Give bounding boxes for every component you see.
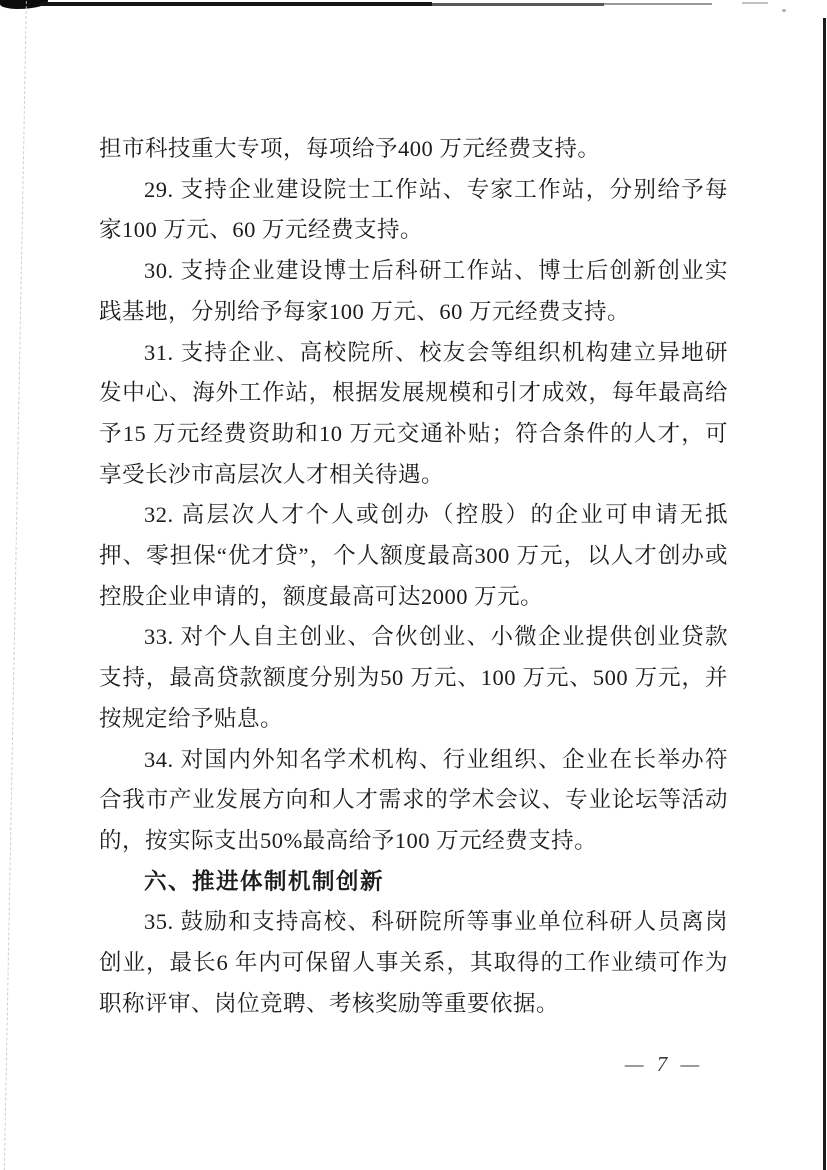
scan-artifact-right-edge: [823, 18, 826, 1170]
paragraph: 32. 高层次人才个人或创办（控股）的企业可申请无抵押、零担保“优才贷”，个人额度最高300 万元，以人才创办或控股企业申请的，额度最高可达2000 万元。: [99, 502, 728, 609]
scan-artifact-top-edge-line: [40, 2, 432, 6]
paragraph: 31. 支持企业、高校院所、校友会等组织机构建立异地研发中心、海外工作站，根据发展规模和引才成效，每年最高给予15 万元经费资助和10 万元交通补贴；符合条件的人才，可享受长沙市高层次人才相关待遇。: [99, 339, 728, 487]
paragraph: 29. 支持企业建设院士工作站、专家工作站，分别给予每家100 万元、60 万元经费支持。: [99, 176, 728, 243]
scan-artifact-top-edge-blob: [0, 0, 48, 9]
section-heading: 六、推进体制机制创新: [144, 868, 385, 894]
scan-artifact-top-speck: [742, 2, 768, 4]
scan-artifact-left-edge: [4, 0, 27, 1170]
scan-artifact-top-edge-line-light: [604, 3, 712, 5]
page-number: — 7 —: [624, 1052, 704, 1076]
paragraph: 担市科技重大专项，每项给予400 万元经费支持。: [99, 136, 601, 161]
paragraph: 30. 支持企业建设博士后科研工作站、博士后创新创业实践基地，分别给予每家100 万元、60 万元经费支持。: [99, 258, 728, 324]
document-body: [99, 129, 728, 1024]
scan-artifact-top-edge-line-faded: [432, 3, 604, 6]
paragraph: 35. 鼓励和支持高校、科研院所等事业单位科研人员离岗创业，最长6 年内可保留人事关系，其取得的工作业绩可作为职称评审、岗位竞聘、考核奖励等重要依据。: [99, 909, 728, 1016]
paragraph: 34. 对国内外知名学术机构、行业组织、企业在长举办符合我市产业发展方向和人才需求的学术会议、专业论坛等活动的，按实际支出50%最高给予100 万元经费支持。: [99, 746, 728, 853]
paragraph: 33. 对个人自主创业、合伙创业、小微企业提供创业贷款支持，最高贷款额度分别为50 万元、100 万元、500 万元，并按规定给予贴息。: [99, 624, 728, 731]
scan-artifact-dot-speck: [782, 9, 786, 12]
